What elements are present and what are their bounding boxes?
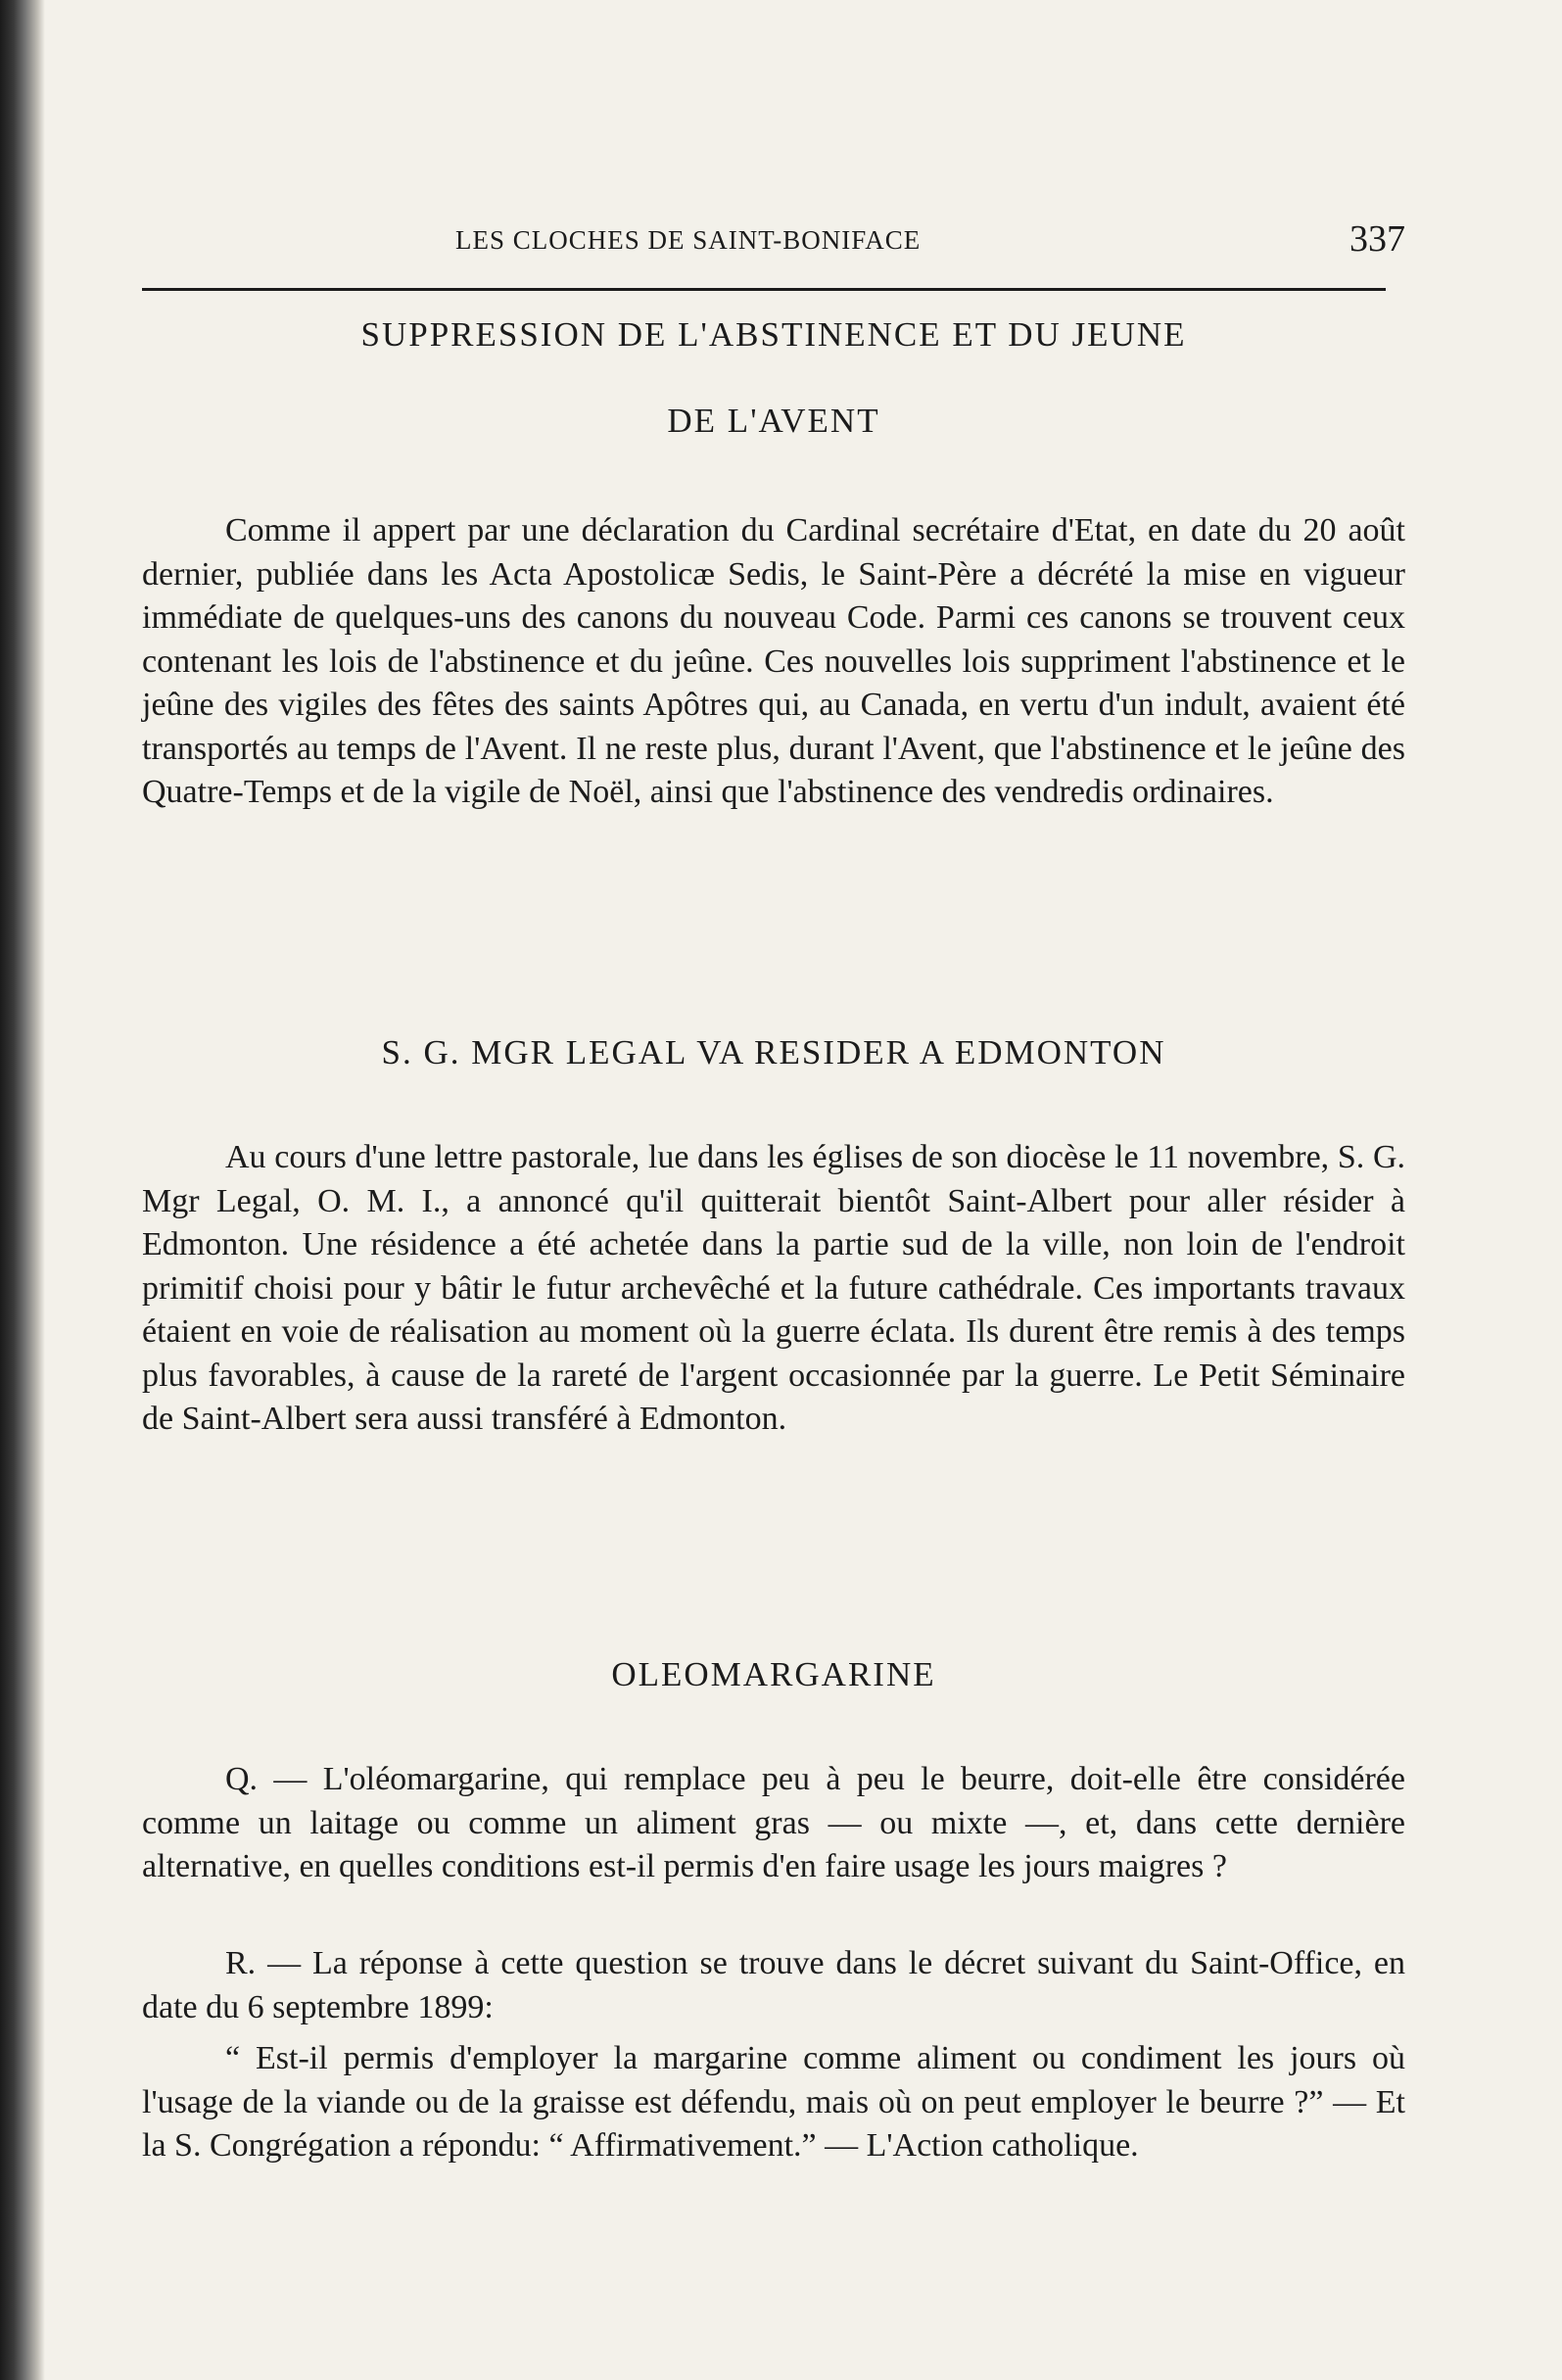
running-header [142, 217, 1405, 266]
page-binding-edge [0, 0, 45, 2380]
document-page [142, 0, 1405, 2380]
section-title-line-1: SUPPRESSION DE L'ABSTINENCE ET DU JEUNE [360, 315, 1187, 354]
section-title-line-2: DE L'AVENT [667, 402, 880, 440]
section-subtitle-avent [142, 402, 1405, 441]
paragraph-abstinence: Comme il appert par une déclaration du Cardinal secrétaire d'Etat, en date du 20 août dernier, publiée dans les Acta Apostolicæ Sedis, le Saint-Père a décrété la mise en vigueur immédiate de quelques-uns des canons du nouveau Code. Parmi ces canons se trouvent ceux contenant les lois de l'abstinence et du jeûne. Ces nouvelles lois suppriment l'abstinence et le jeûne des vigiles des fêtes des saints Apôtres qui, au Canada, en vertu d'un indult, avaient été transportés au temps de l'Avent. Il ne reste plus, durant l'Avent, que l'abstinence et le jeûne des Quatre-Temps et de la vigile de Noël, ainsi que l'abstinence des vendredis ordinaires. [142, 512, 1405, 810]
section-title-abstinence [142, 315, 1405, 355]
page-number: 337 [1349, 218, 1405, 260]
section-title-legal [142, 1033, 1405, 1072]
section-title-line-1: S. G. MGR LEGAL VA RESIDER A EDMONTON [381, 1033, 1166, 1071]
running-title: LES CLOCHES DE SAINT-BONIFACE [455, 225, 922, 255]
section-title-line-1: OLEOMARGARINE [611, 1655, 936, 1693]
section-title-oleomargarine [142, 1655, 1405, 1694]
paragraph-legal: Au cours d'une lettre pastorale, lue dans les églises de son diocèse le 11 novembre, S. G. Mgr Legal, O. M. I., a annoncé qu'il quitterait bientôt Saint-Albert pour aller résider à Edmonton. Une résidence a été achetée dans la partie sud de la ville, non loin de l'endroit primitif choisi pour y bâtir le futur archevêché et la future cathédrale. Ces importants travaux étaient en voie de réalisation au moment où la guerre éclata. Ils durent être remis à des temps plus favorables, à cause de la rareté de l'argent occasionnée par la guerre. Le Petit Séminaire de Saint-Albert sera aussi transféré à Edmonton. [142, 1139, 1405, 1437]
paragraph-answer: R. — La réponse à cette question se trouve dans le décret suivant du Saint-Office, en date du 6 septembre 1899: [142, 1945, 1405, 2025]
paragraph-question: Q. — L'oléomargarine, qui remplace peu à peu le beurre, doit-elle être considérée comme un laitage ou comme un aliment gras — ou mixte —, et, dans cette dernière alternative, en quelles conditions est-il permis d'en faire usage les jours maigres ? [142, 1761, 1405, 1884]
header-rule [142, 288, 1386, 291]
paragraph-decree: “ Est-il permis d'employer la margarine comme aliment ou condiment les jours où l'usage de la viande ou de la graisse est défendu, mais où on peut employer le beurre ?” — Et la S. Congrégation a répondu: “ Affirmativement.” — L'Action catholique. [142, 2040, 1405, 2164]
